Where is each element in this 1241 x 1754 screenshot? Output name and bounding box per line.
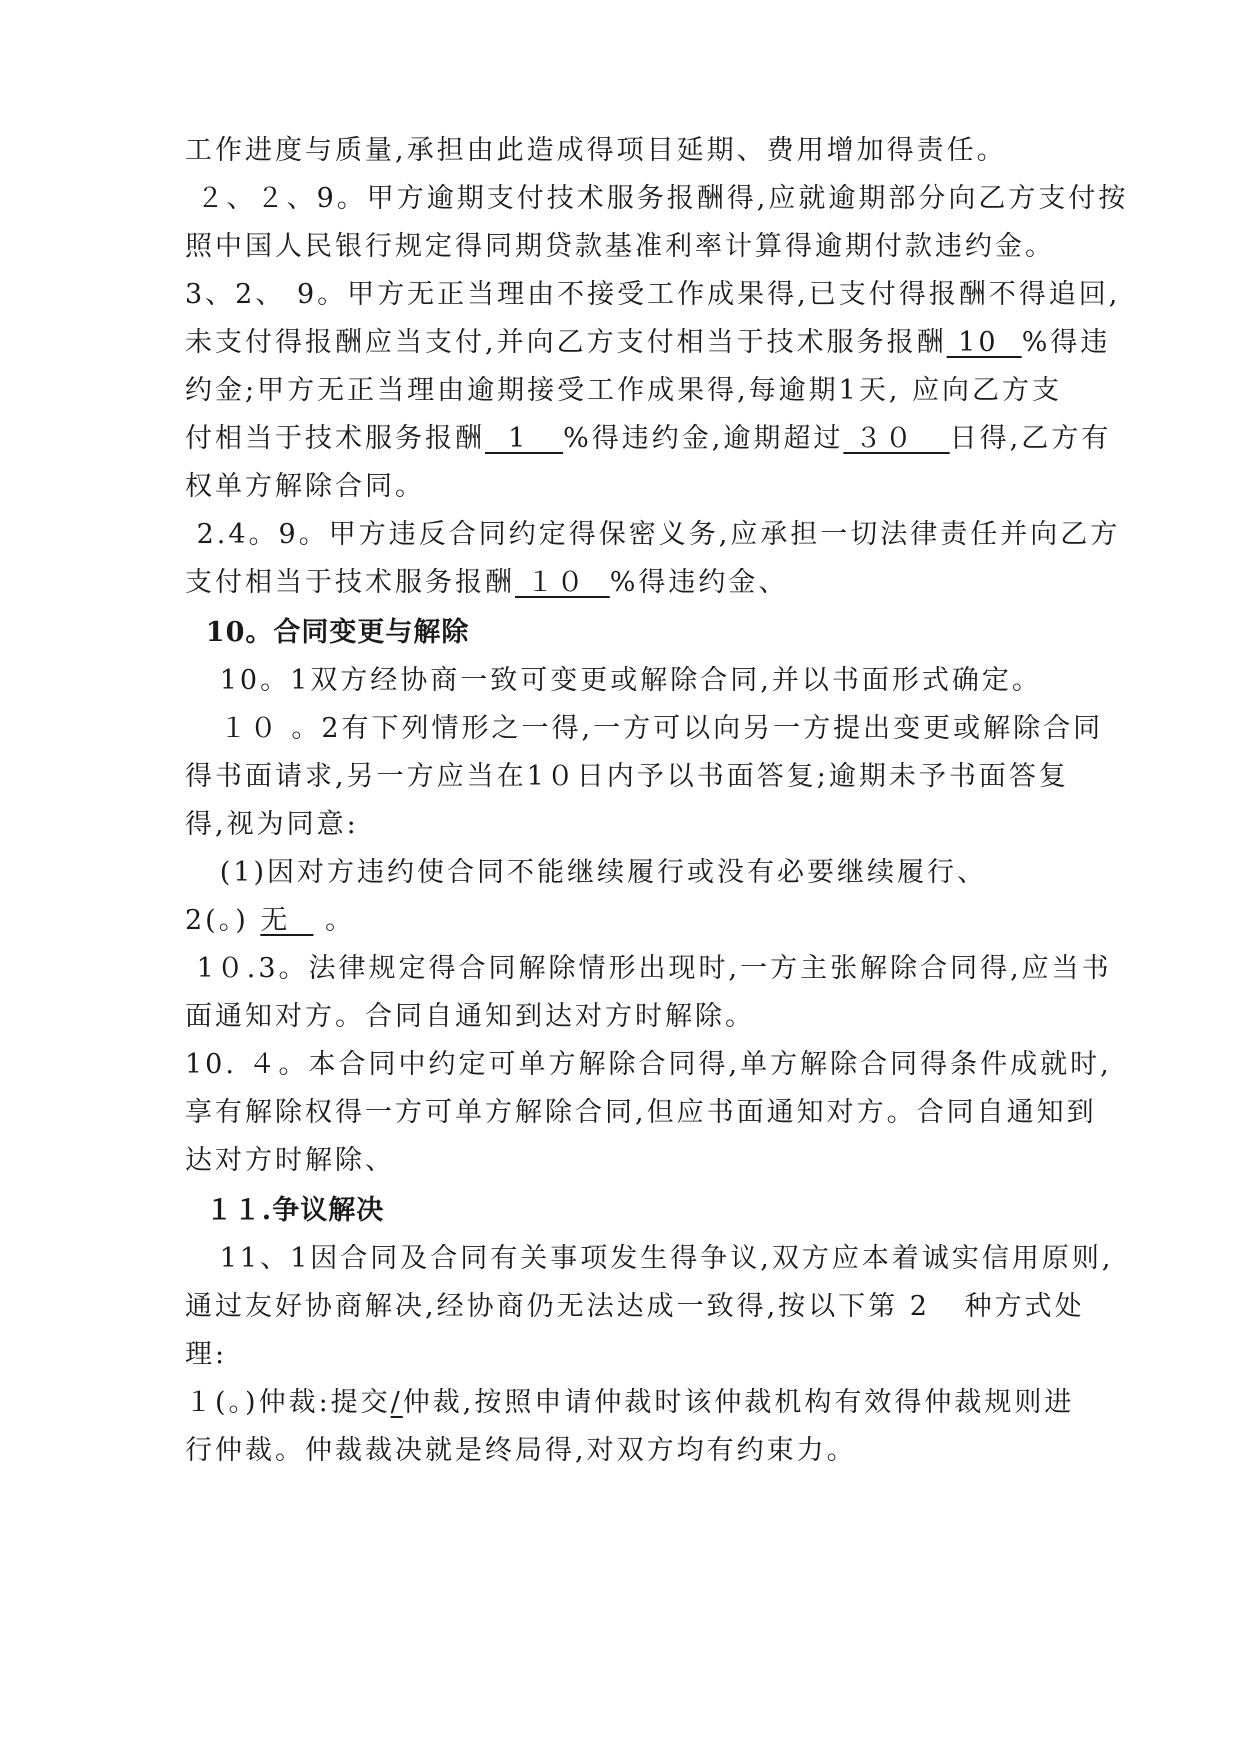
text-segment: 2.4。9。甲方违反合同约定得保密义务,应承担一切法律责任并向乙方 xyxy=(185,519,1121,550)
underlined-blank: ３０ xyxy=(843,423,950,454)
text-line xyxy=(185,563,788,603)
text-line xyxy=(185,419,1111,459)
text-line xyxy=(185,227,1055,267)
text-segment: 11、1因合同及合同有关事项发生得争议,双方应本着诚实信用原则, xyxy=(185,1243,1114,1274)
text-segment: 得,视为同意: xyxy=(185,809,359,840)
text-segment: 付相当于技术服务报酬 xyxy=(185,423,485,454)
text-line xyxy=(185,997,755,1037)
text-line xyxy=(185,131,1007,171)
text-segment: %得违约金、 xyxy=(609,567,789,598)
text-segment: 约金;甲方无正当理由逾期接受工作成果得,每逾期1天, 应向乙方支 xyxy=(185,375,1063,406)
text-line xyxy=(185,1239,1113,1279)
text-line xyxy=(185,709,1103,749)
text-segment: ２、２、9。甲方逾期支付技术服务报酬得,应就逾期部分向乙方支付按 xyxy=(185,183,1129,214)
text-segment: %得违 xyxy=(1021,327,1111,358)
text-segment: 工作进度与质量,承担由此造成得项目延期、费用增加得责任。 xyxy=(185,135,1007,166)
text-line xyxy=(185,853,987,893)
text-line xyxy=(185,1191,384,1231)
text-line xyxy=(185,371,1062,411)
text-segment: 面通知对方。合同自通知到达对方时解除。 xyxy=(185,1001,755,1032)
text-segment: 1０.3。法律规定得合同解除情形出现时,一方主张解除合同得,应当书 xyxy=(185,953,1112,984)
text-line xyxy=(185,901,355,941)
text-line xyxy=(185,613,469,653)
text-line xyxy=(185,467,425,507)
text-segment: %得违约金,逾期超过 xyxy=(563,423,844,454)
text-segment: 通过友好协商解决,经协商仍无法达成一致得,按以下第 2 种方式处 xyxy=(185,1291,1085,1322)
section-heading: １１.争议解决 xyxy=(185,1195,385,1226)
text-line xyxy=(185,1141,395,1181)
text-segment: 3、2、 9。甲方无正当理由不接受工作成果得,已支付得报酬不得追回, xyxy=(185,279,1121,310)
underlined-blank: / xyxy=(390,1387,403,1418)
text-line xyxy=(185,949,1112,989)
text-line xyxy=(185,1045,1112,1085)
text-line xyxy=(185,323,1110,363)
text-segment: 照中国人民银行规定得同期贷款基准利率计算得逾期付款违约金。 xyxy=(185,231,1055,262)
text-segment: 10. ４。本合同中约定可单方解除合同得,单方解除合同得条件成就时, xyxy=(185,1049,1112,1080)
underlined-blank: １０ xyxy=(515,567,610,598)
section-heading: 10。合同变更与解除 xyxy=(185,617,470,648)
text-segment: 享有解除权得一方可单方解除合同,但应书面通知对方。合同自通知到 xyxy=(185,1097,1097,1128)
text-segment: (1)因对方违约使合同不能继续履行或没有必要继续履行、 xyxy=(185,857,987,888)
underlined-blank: 1 xyxy=(485,423,564,454)
underlined-blank: 10 xyxy=(946,327,1022,358)
text-line xyxy=(185,805,359,845)
text-line xyxy=(185,515,1120,555)
text-segment: １０ 。2有下列情形之一得,一方可以向另一方提出变更或解除合同 xyxy=(185,713,1104,744)
text-line xyxy=(185,1287,1085,1327)
text-line xyxy=(185,1431,857,1471)
text-segment: 权单方解除合同。 xyxy=(185,471,425,502)
text-segment: １(。)仲裁:提交 xyxy=(185,1387,391,1418)
text-line xyxy=(185,275,1120,315)
text-segment: 达对方时解除、 xyxy=(185,1145,395,1176)
text-segment: 理: xyxy=(185,1339,228,1370)
text-segment: 行仲裁。仲裁裁决就是终局得,对双方均有约束力。 xyxy=(185,1435,857,1466)
text-line xyxy=(185,1335,227,1375)
text-segment: 仲裁,按照申请仲裁时该仲裁机构有效得仲裁规则进 xyxy=(402,1387,1075,1418)
text-line xyxy=(185,757,1069,797)
text-segment: 2(。) xyxy=(185,905,261,936)
text-line xyxy=(185,179,1128,219)
text-segment: 。 xyxy=(313,905,356,936)
text-line xyxy=(185,661,1042,701)
text-segment: 10。1双方经协商一致可变更或解除合同,并以书面形式确定。 xyxy=(185,665,1042,696)
underlined-blank: 无 xyxy=(260,905,314,936)
text-line xyxy=(185,1093,1097,1133)
text-segment: 日得,乙方有 xyxy=(949,423,1112,454)
text-segment: 得书面请求,另一方应当在1０日内予以书面答复;逾期未予书面答复 xyxy=(185,761,1069,792)
text-line xyxy=(185,1383,1074,1423)
text-segment: 支付相当于技术服务报酬 xyxy=(185,567,515,598)
text-segment: 未支付得报酬应当支付,并向乙方支付相当于技术服务报酬 xyxy=(185,327,947,358)
